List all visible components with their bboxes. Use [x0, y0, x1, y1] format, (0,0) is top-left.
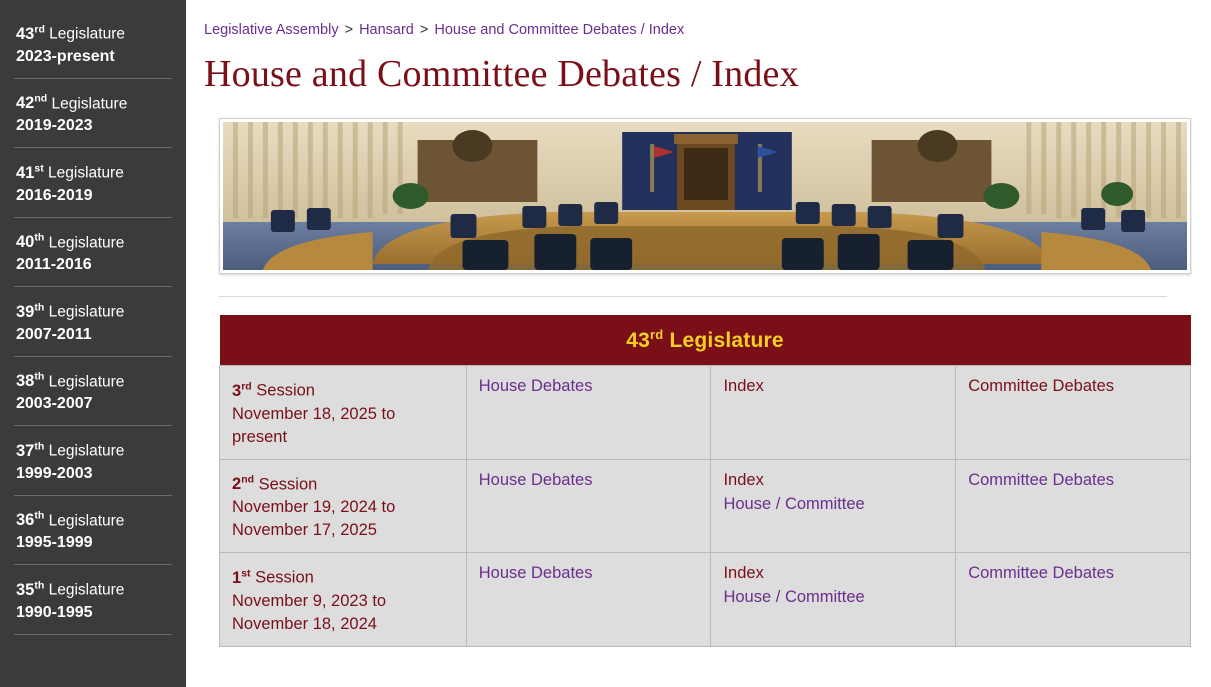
sidebar-item-label: Legislature [48, 442, 125, 460]
sidebar-item-legislature-37[interactable] [14, 426, 172, 496]
sidebar-item-legislature-40[interactable] [14, 218, 172, 288]
sidebar-item-years: 2019-2023 [16, 117, 93, 134]
sidebar-item-label: Legislature [48, 303, 125, 321]
sidebar-item-years: 1990-1995 [16, 603, 93, 621]
index-label: Index [723, 470, 764, 489]
breadcrumb-separator: > [419, 22, 429, 38]
sidebar-item-ordinal-suffix: th [34, 301, 45, 313]
committee-debates-cell [956, 459, 1191, 553]
sidebar-item-ordinal-suffix: th [34, 579, 45, 591]
sidebar-item-label: Legislature [48, 164, 124, 182]
session-ordinal-suffix: nd [241, 473, 255, 486]
sidebar-item-years: 2016-2019 [16, 186, 93, 204]
index-sub-separator: / [775, 494, 781, 513]
index-house-link[interactable]: House [723, 494, 772, 513]
session-ordinal-suffix: rd [241, 380, 252, 392]
table-row [220, 366, 1191, 460]
sidebar-item-legislature-35[interactable] [14, 565, 172, 635]
session-ordinal: 3rd [232, 380, 252, 400]
session-dates: November 9, 2023 to November 18, 2024 [232, 591, 387, 633]
main-content [186, 0, 1211, 687]
sidebar-item-ordinal-suffix: th [34, 231, 45, 244]
index-cell [711, 553, 956, 647]
session-ordinal-suffix: st [241, 567, 251, 579]
sidebar-item-ordinal-suffix: th [34, 370, 45, 383]
sidebar-item-ordinal: 42nd [16, 92, 48, 112]
session-word: Session [255, 568, 314, 587]
sidebar-item-label: Legislature [49, 25, 125, 43]
session-ordinal: 1st [232, 567, 251, 587]
legislature-sessions-table [219, 315, 1191, 647]
sidebar-item-ordinal: 37th [16, 440, 45, 460]
sidebar-item-ordinal: 41st [16, 162, 44, 182]
session-cell [220, 366, 467, 460]
sidebar-item-ordinal: 39th [16, 301, 45, 321]
session-dates: November 19, 2024 to November 17, 2025 [232, 498, 396, 539]
index-label: Index [723, 377, 764, 395]
index-committee-link[interactable]: Committee [784, 588, 865, 606]
house-debates-link[interactable]: House Debates [478, 470, 593, 489]
index-committee-link[interactable]: Committee [784, 494, 865, 513]
sidebar-item-ordinal-suffix: nd [34, 92, 48, 105]
sidebar-item-legislature-42[interactable] [14, 79, 172, 149]
legislative-chamber-photo [223, 122, 1187, 270]
sidebar-item-ordinal: 40th [16, 231, 45, 251]
index-cell [711, 366, 956, 460]
sidebar-item-ordinal: 36th [16, 509, 45, 529]
page-title: House and Committee Debates / Index [204, 53, 799, 95]
committee-debates-cell [956, 553, 1191, 647]
house-debates-link[interactable]: House Debates [478, 377, 593, 395]
sidebar [0, 0, 186, 687]
breadcrumb-item-current: House and Committee Debates / Index [434, 22, 685, 38]
sidebar-item-ordinal: 43rd [16, 23, 45, 43]
house-debates-link[interactable]: House Debates [478, 564, 593, 582]
index-house-link[interactable]: House [723, 588, 772, 606]
sidebar-item-ordinal-suffix: th [34, 509, 45, 522]
sidebar-item-ordinal-suffix: th [34, 440, 45, 452]
breadcrumb-item-hansard[interactable]: Hansard [359, 22, 414, 38]
table-row [220, 553, 1191, 647]
breadcrumb [204, 22, 1181, 38]
committee-debates-link[interactable]: Committee Debates [968, 470, 1115, 489]
sidebar-item-label: Legislature [48, 234, 125, 251]
house-debates-cell [466, 366, 711, 460]
house-debates-cell [466, 459, 711, 553]
session-word: Session [256, 381, 315, 400]
session-cell [220, 553, 467, 647]
house-debates-cell [466, 553, 711, 647]
sidebar-item-ordinal: 38th [16, 370, 45, 390]
sidebar-item-legislature-43[interactable] [14, 12, 172, 79]
sidebar-item-years: 2003-2007 [16, 395, 93, 412]
sidebar-item-ordinal: 35th [16, 579, 45, 599]
table-title-suffix: rd [650, 327, 664, 342]
table-title-label: Legislature [669, 329, 784, 352]
sidebar-item-years: 1995-1999 [16, 534, 93, 551]
sidebar-item-years: 2007-2011 [16, 325, 92, 343]
breadcrumb-separator: > [344, 22, 354, 38]
hero-image-frame [219, 118, 1191, 274]
committee-debates-link[interactable]: Committee Debates [968, 564, 1115, 582]
sidebar-item-label: Legislature [48, 373, 125, 390]
sidebar-item-label: Legislature [48, 512, 125, 529]
session-word: Session [258, 475, 318, 493]
index-label: Index [723, 564, 764, 582]
breadcrumb-item-legislative-assembly[interactable]: Legislative Assembly [204, 22, 339, 38]
session-dates: November 18, 2025 to present [232, 404, 396, 446]
committee-debates-cell [956, 366, 1191, 460]
session-ordinal: 2nd [232, 473, 255, 493]
session-cell [220, 459, 467, 553]
table-title: 43rd Legislature [220, 315, 1191, 366]
index-cell [711, 459, 956, 553]
committee-debates-label: Committee Debates [968, 377, 1115, 395]
sidebar-item-legislature-36[interactable] [14, 496, 172, 566]
sidebar-item-ordinal-suffix: rd [34, 23, 45, 35]
sidebar-item-ordinal-suffix: st [34, 162, 44, 174]
sidebar-item-legislature-39[interactable] [14, 287, 172, 357]
sidebar-item-legislature-41[interactable] [14, 148, 172, 218]
sidebar-item-legislature-38[interactable] [14, 357, 172, 427]
table-header-row [220, 315, 1191, 366]
index-sub-separator: / [775, 588, 781, 606]
sidebar-item-years: 2023-present [16, 47, 115, 65]
sidebar-item-years: 1999-2003 [16, 464, 93, 482]
sidebar-item-label: Legislature [51, 95, 128, 112]
section-divider [219, 296, 1167, 297]
table-row [220, 459, 1191, 553]
sidebar-item-label: Legislature [48, 581, 125, 599]
sidebar-item-years: 2011-2016 [16, 256, 92, 273]
